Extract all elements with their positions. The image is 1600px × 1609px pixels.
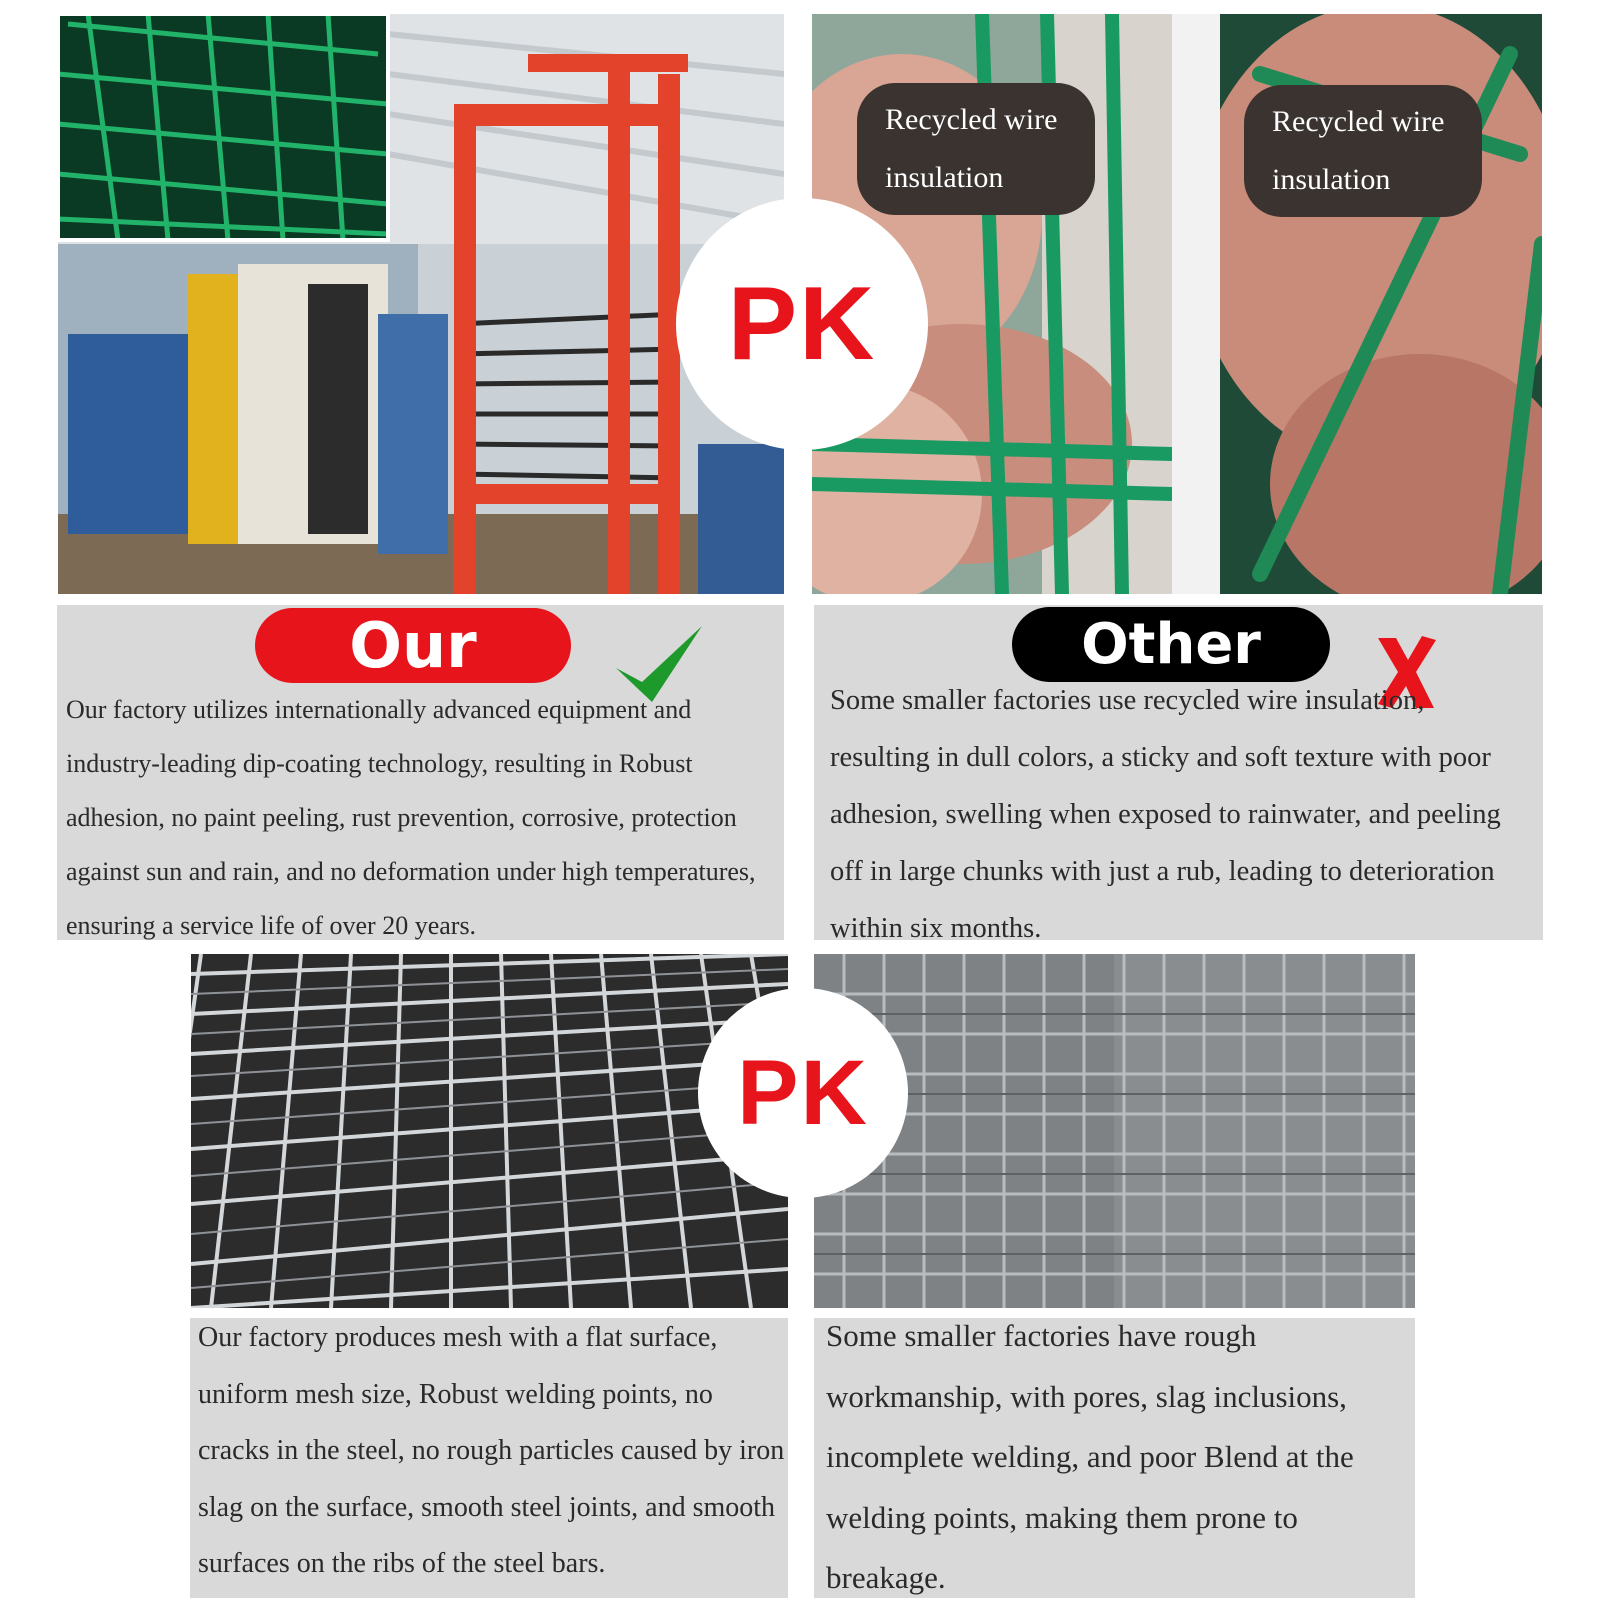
tag-line-2: insulation <box>885 161 1004 194</box>
our-mesh-description: Our factory produces mesh with a flat surface, uniform mesh size, Robust welding points, no cracks in the steel, no rough particles caused by iron slag on the surface, smooth steel joints, and smooth surfaces on the ribs of the steel bars. <box>198 1322 785 1579</box>
our-description: Our factory utilizes internationally advanced equipment and industry-leading dip-coating technology, resulting in Robust adhesion, no paint peeling, rust prevention, corrosive, protection against sun and rain, and no deformation under high temperatures, ensuring a service life of over 20 years. <box>66 695 756 940</box>
tag-line-1: Recycled wire <box>885 103 1058 136</box>
pk-badge-bottom <box>698 988 908 1198</box>
other-description: Some smaller factories use recycled wire insulation, resulting in dull colors, a sticky and soft texture with poor adhesion, swelling when exposed to rainwater, and peeling off in large chunks with just a rub, leading to deterioration within six months. <box>830 685 1501 944</box>
tag-line-1: Recycled wire <box>1272 105 1445 138</box>
other-label: Other <box>1012 607 1330 682</box>
other-mesh-description: Some smaller factories have rough workmanship, with pores, slag inclusions, incomplete welding, and poor Blend at the welding points, making them prone to breakage. <box>826 1318 1354 1595</box>
our-label: Our <box>255 608 571 683</box>
pk-label: PK <box>727 265 877 382</box>
tag-line-2: insulation <box>1272 163 1391 196</box>
pk-label: PK <box>737 1041 869 1144</box>
rough-mesh-photo <box>814 954 1415 1308</box>
pk-badge-top <box>676 198 928 450</box>
recycled-wire-tag-left <box>857 83 1095 215</box>
recycled-wire-tag-right <box>1244 85 1482 217</box>
welded-mesh-photo <box>191 954 788 1308</box>
factory-photo <box>58 14 784 594</box>
photo-divider <box>1172 14 1220 594</box>
